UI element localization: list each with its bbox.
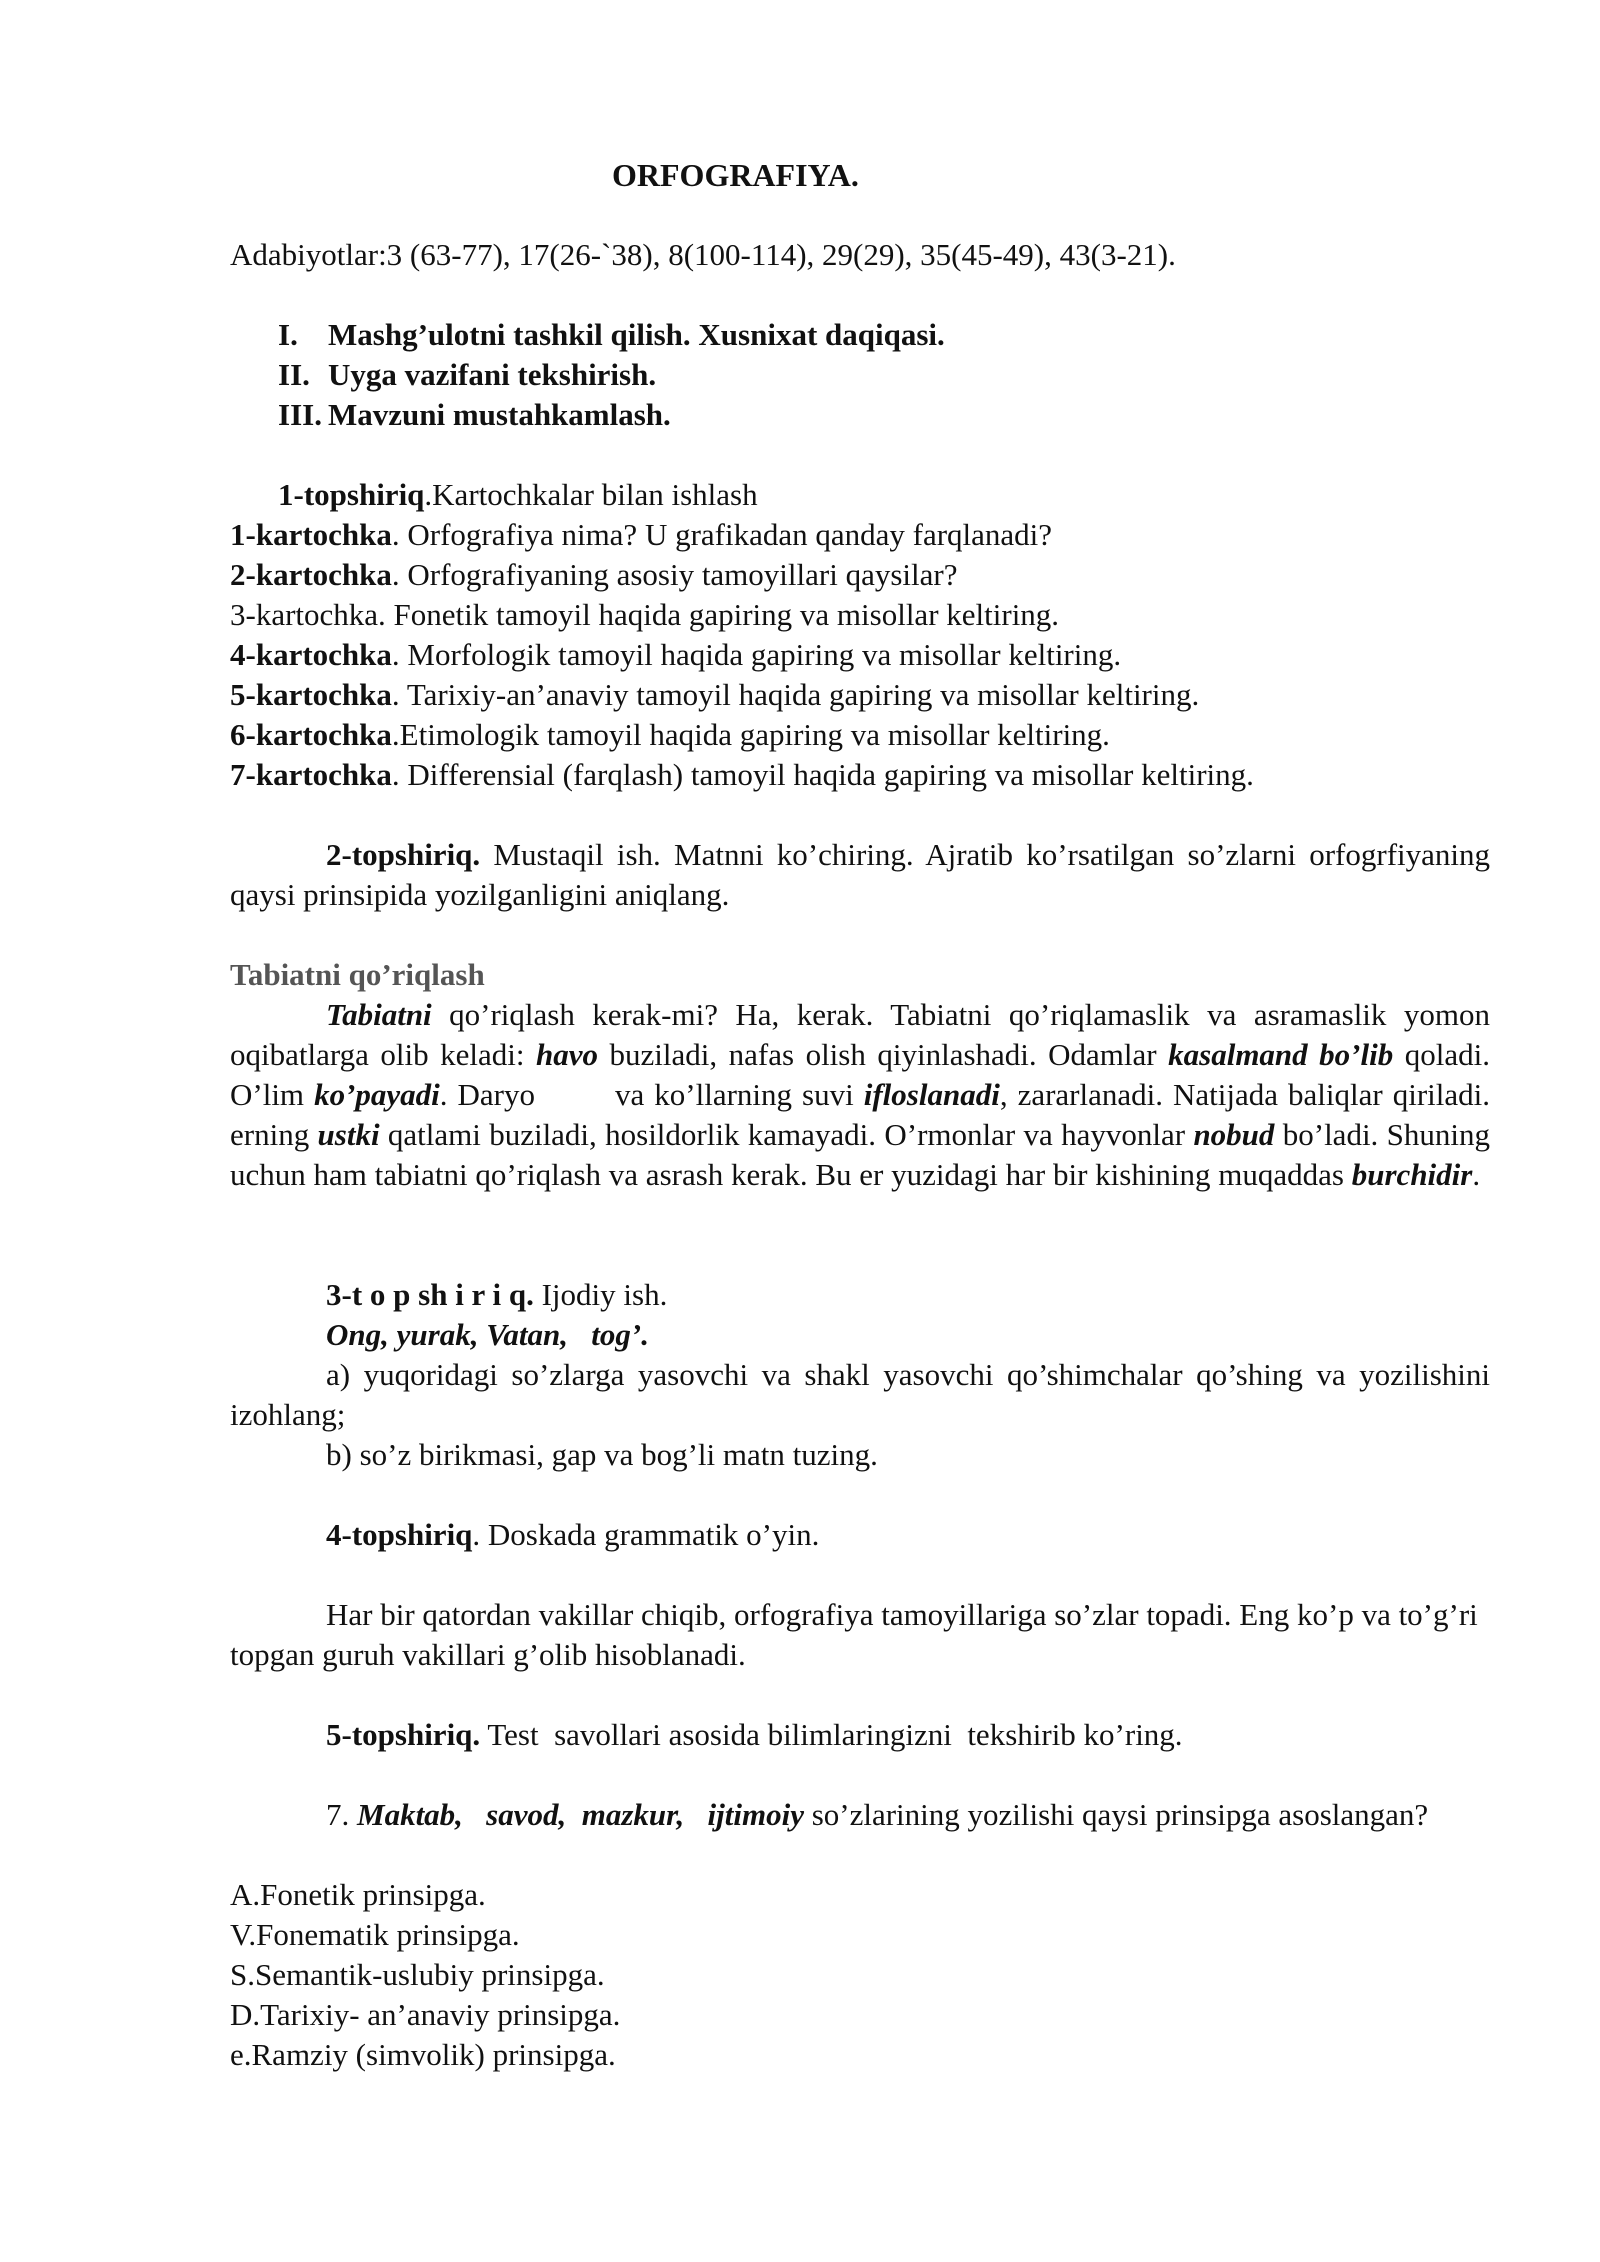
references: Adabiyotlar:3 (63-77), 17(26-`38), 8(100-114), 29(29), 35(45-49), 43(3-21). (230, 237, 1176, 272)
task4-paragraph: Har bir qatordan vakillar chiqib, orfografiya tamoyillariga so’zlar topadi. Eng ko’p va to’g’ri topgan guruh vakillari g’olib hisoblanadi. (230, 1597, 1478, 1672)
task5-heading: 5-topshiriq. Test savollari asosida bilimlaringizni tekshirib ko’ring. (326, 1717, 1183, 1752)
task4-heading: 4-topshiriq. Doskada grammatik o’yin. (326, 1517, 820, 1552)
lesson-plan (230, 315, 1490, 435)
card-item: 3-kartochka. Fonetik tamoyil haqida gapiring va misollar keltiring. (230, 597, 1060, 632)
passage-text: Tabiatni qo’riqlash kerak-mi? Ha, kerak. Tabiatni qo’riqlamaslik va asramaslik yomon oqibatlarga olib keladi: havo buziladi, nafas olish qiyinlashadi. Odamlar kasalmand bo’lib qoladi. O’lim ko’payadi. Daryo va ko’llarning suvi ifloslanadi, zararlanadi. Natijada baliqlar qiriladi. erning ustki qatlami buziladi, hosildorlik kamayadi. O’rmonlar va hayvonlar nobud bo’ladi. Shuning uchun ham tabiatni qo’riqlash va asrash kerak. Bu er yuzidagi har bir kishining muqaddas burchidir. (230, 997, 1490, 1192)
task3 (230, 1275, 1490, 1475)
task3-a: a) yuqoridagi so’zlarga yasovchi va shakl yasovchi qo’shimchalar qo’shing va yozilishini izohlang; (230, 1357, 1490, 1432)
card-item: 7-kartochka. Differensial (farqlash) tamoyil haqida gapiring va misollar keltiring. (230, 757, 1254, 792)
answer-options (230, 1875, 1490, 2075)
task1-heading: 1-topshiriq.Kartochkalar bilan ishlash (278, 477, 758, 512)
task3-words: Ong, yurak, Vatan, tog’. (326, 1317, 649, 1352)
card-item: 2-kartochka. Orfografiyaning asosiy tamoyillari qaysilar? (230, 557, 958, 592)
task3-b: b) so’z birikmasi, gap va bog’li matn tuzing. (326, 1437, 878, 1472)
plan-item: II. Uyga vazifani tekshirish. (278, 357, 657, 392)
plan-item: I. Mashg’ulotni tashkil qilish. Xusnixat daqiqasi. (278, 317, 945, 352)
card-item: 1-kartochka. Orfografiya nima? U grafikadan qanday farqlanadi? (230, 517, 1053, 552)
test-question: 7. Maktab, savod, mazkur, ijtimoiy so’zlarining yozilishi qaysi prinsipga asoslangan? (326, 1797, 1429, 1832)
task3-heading: 3-t o p sh i r i q. Ijodiy ish. (326, 1277, 668, 1312)
task2: 2-topshiriq. Mustaqil ish. Matnni ko’chiring. Ajratib ko’rsatilgan so’zlarni orfogrfiyaning qaysi prinsipida yozilganligini aniqlang. (230, 837, 1490, 912)
card-item: 5-kartochka. Tarixiy-an’anaviy tamoyil haqida gapiring va misollar keltiring. (230, 677, 1200, 712)
answer-option: V.Fonematik prinsipga. (230, 1917, 520, 1952)
card-item: 6-kartochka.Etimologik tamoyil haqida gapiring va misollar keltiring. (230, 717, 1110, 752)
answer-option: S.Semantik-uslubiy prinsipga. (230, 1957, 605, 1992)
card-item: 4-kartochka. Morfologik tamoyil haqida gapiring va misollar keltiring. (230, 637, 1122, 672)
task1 (230, 475, 1490, 795)
answer-option: D.Tarixiy- an’anaviy prinsipga. (230, 1997, 621, 2032)
page-title: ORFOGRAFIYA. (612, 157, 859, 193)
passage-title: Tabiatni qo’riqlash (230, 957, 485, 992)
answer-option: e.Ramziy (simvolik) prinsipga. (230, 2037, 616, 2072)
plan-item: III. Mavzuni mustahkamlash. (278, 397, 671, 432)
answer-option: A.Fonetik prinsipga. (230, 1877, 486, 1912)
